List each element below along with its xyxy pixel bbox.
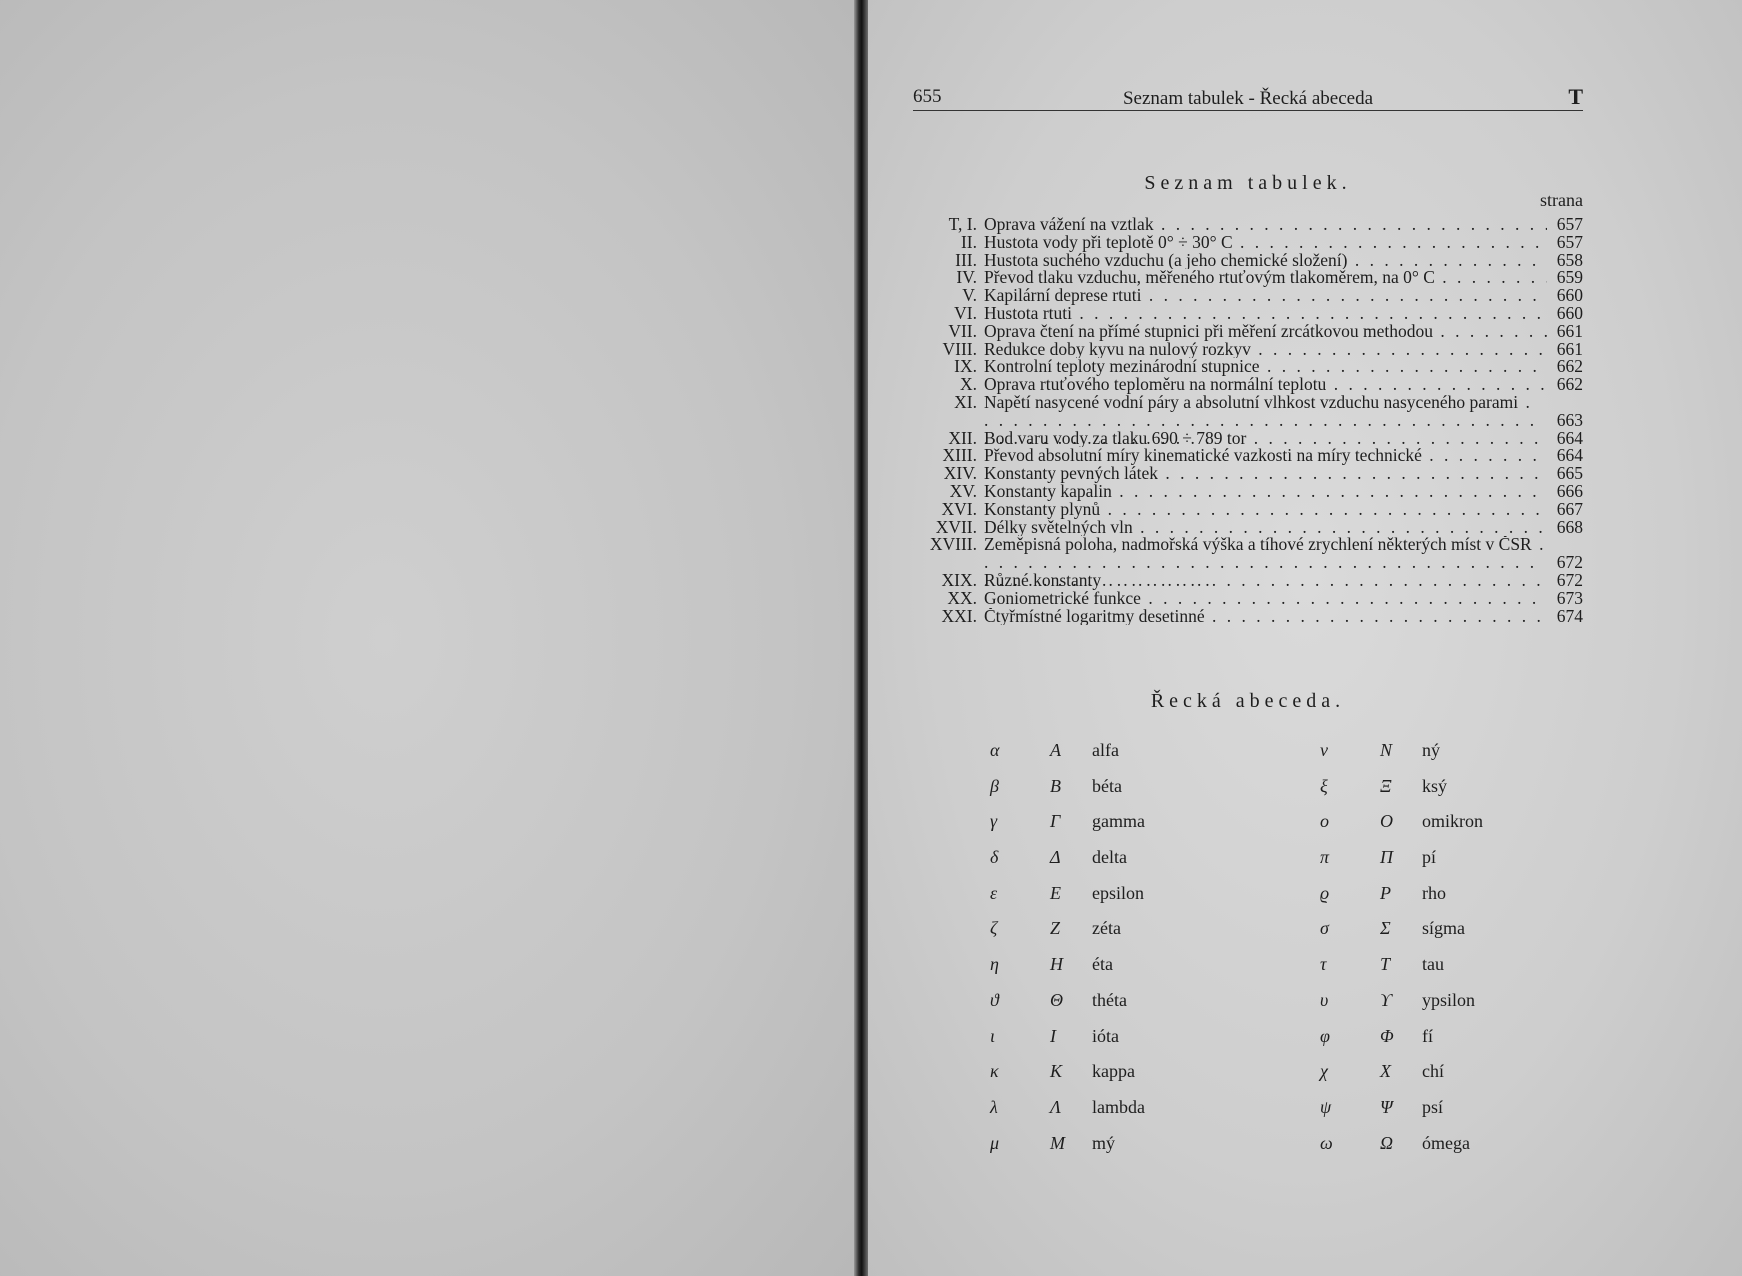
greek-letter-name: psí — [1422, 1096, 1444, 1117]
toc-entry-page: 659 — [1556, 267, 1583, 288]
greek-letter-name: mý — [1092, 1132, 1116, 1153]
greek-uppercase: Ζ — [1050, 918, 1061, 939]
greek-letter-name: théta — [1092, 989, 1127, 1010]
greek-lowercase: η — [990, 954, 999, 975]
toc-entry — [893, 376, 1583, 394]
toc-entry-number: VI. — [954, 302, 977, 323]
greek-uppercase: Π — [1380, 847, 1393, 868]
toc-entry-title: Převod tlaku vzduchu, měřeného rtuťovým tlakoměrem, na 0° C . . . — [984, 269, 1547, 287]
toc-entry — [893, 587, 1583, 608]
toc-entry-number: IV. — [956, 267, 977, 288]
toc-entry-number: XIV. — [943, 463, 977, 484]
greek-letter-name: fí — [1422, 1025, 1433, 1046]
toc-entry-number: XIII. — [942, 445, 977, 466]
greek-lowercase: ϑ — [990, 989, 999, 1010]
greek-uppercase: Σ — [1380, 918, 1391, 939]
toc-entry-title: Konstanty kapalin . . . — [984, 483, 1547, 501]
toc-entry-number: XII. — [948, 427, 977, 448]
greek-uppercase: Δ — [1050, 847, 1061, 868]
toc-entry-page: 657 — [1556, 231, 1583, 252]
toc-entry — [893, 249, 1583, 270]
greek-lowercase: δ — [990, 847, 999, 868]
toc-entry — [893, 480, 1583, 501]
greek-uppercase: Θ — [1050, 989, 1063, 1010]
toc-entry — [893, 498, 1583, 519]
toc-entry — [893, 569, 1583, 590]
running-head — [913, 84, 1583, 111]
toc-entry-page: 663 — [1556, 409, 1583, 430]
toc-entry-number: XIX. — [941, 569, 977, 590]
greek-uppercase: Τ — [1380, 954, 1391, 975]
greek-lowercase: ι — [990, 1025, 996, 1046]
toc-heading: Seznam tabulek. — [1144, 172, 1352, 194]
greek-uppercase: Μ — [1050, 1132, 1065, 1153]
greek-letter-name: éta — [1092, 954, 1113, 975]
toc-entry-title: Redukce doby kyvu na nulový rozkyv . . . — [984, 341, 1547, 359]
toc-entry-page: 673 — [1556, 587, 1583, 608]
toc-entry-number: X. — [959, 374, 977, 395]
greek-letter-name: delta — [1092, 847, 1127, 868]
toc-entry-number: XVI. — [941, 498, 977, 519]
toc-entry-page: 658 — [1556, 249, 1583, 270]
greek-lowercase: κ — [990, 1061, 999, 1082]
toc-entry-number: II. — [960, 231, 977, 252]
greek-lowercase: σ — [1320, 918, 1329, 939]
toc-entry-number: IX. — [954, 356, 977, 377]
greek-lowercase: ϱ — [1320, 882, 1330, 903]
greek-letter-name: rho — [1422, 882, 1446, 903]
toc-entry-title: Goniometrické funkce . . . — [984, 590, 1547, 608]
greek-lowercase: υ — [1320, 989, 1329, 1010]
greek-letter-name: ióta — [1092, 1025, 1119, 1046]
toc-entry-page: 665 — [1556, 463, 1583, 484]
greek-uppercase: Ψ — [1380, 1096, 1393, 1117]
greek-letter-name: zéta — [1092, 918, 1121, 939]
greek-uppercase: Χ — [1380, 1061, 1391, 1082]
toc-entry-page: 664 — [1556, 427, 1583, 448]
toc-entry — [893, 269, 1583, 287]
toc-entry-page: 667 — [1556, 498, 1583, 519]
toc-entry — [893, 447, 1583, 465]
toc-entry-page: 672 — [1556, 552, 1583, 573]
toc-entry — [893, 338, 1583, 359]
greek-lowercase: ο — [1320, 811, 1329, 832]
greek-uppercase: Κ — [1050, 1061, 1063, 1082]
toc-entry — [893, 605, 1583, 626]
toc-entry-page: 664 — [1556, 445, 1583, 466]
toc-entry-title: Oprava čtení na přímé stupnici při měření zrcátkovou methodou . . . — [984, 323, 1547, 341]
left-page-blank — [0, 0, 854, 1276]
toc-entry-title: Délky světelných vln . . . — [984, 519, 1547, 537]
greek-lowercase: α — [990, 740, 1000, 760]
toc-entry-page: 661 — [1556, 338, 1583, 359]
greek-letter-name: ómega — [1422, 1132, 1470, 1153]
greek-letter-name: sígma — [1422, 918, 1465, 939]
toc-entry-page: 668 — [1556, 516, 1583, 537]
greek-letter-name: ypsilon — [1422, 989, 1476, 1010]
toc-entry — [893, 320, 1583, 341]
greek-alphabet-heading: Řecká abeceda. — [1150, 690, 1346, 712]
toc-entry-number: XI. — [954, 391, 977, 412]
toc-entry — [893, 536, 1583, 572]
toc-entry-page: 666 — [1556, 480, 1583, 501]
greek-uppercase: Ν — [1380, 740, 1393, 760]
greek-uppercase: Ο — [1380, 811, 1393, 832]
toc-entry-page: 660 — [1556, 285, 1583, 306]
greek-letter-name: béta — [1092, 775, 1122, 796]
greek-letter-name: tau — [1422, 954, 1444, 975]
toc-entry-number: VIII. — [942, 338, 977, 359]
toc-entry — [893, 465, 1583, 483]
toc-entry — [893, 302, 1583, 323]
toc-entry-title: Bod varu vody za tlaku 690 ÷ 789 tor . . . — [984, 430, 1547, 448]
toc-entry-title: Zeměpisná poloha, nadmořská výška a tíhové zrychlení některých míst v ČSR . . . — [984, 536, 1547, 589]
toc-entry-title: Oprava vážení na vztlak . . . — [984, 216, 1547, 234]
greek-uppercase: Φ — [1380, 1025, 1394, 1046]
greek-letter-name: ksý — [1422, 775, 1448, 796]
greek-uppercase: Γ — [1050, 811, 1061, 832]
greek-uppercase: Λ — [1050, 1096, 1061, 1117]
toc-entry — [893, 516, 1583, 537]
greek-lowercase: ω — [1320, 1132, 1333, 1153]
toc-entry-title: Napětí nasycené vodní páry a absolutní vlhkost vzduchu nasyceného parami . . . — [984, 394, 1547, 447]
toc-entry-number: XXI. — [941, 605, 977, 626]
greek-letter-name: chí — [1422, 1061, 1444, 1082]
greek-uppercase: Ε — [1050, 882, 1061, 903]
toc-entry-title: Kapilární deprese rtuti . . . — [984, 287, 1547, 305]
greek-lowercase: ε — [990, 882, 998, 903]
toc-entry-title: Hustota rtuti . . . — [984, 305, 1547, 323]
toc-entry — [893, 287, 1583, 305]
toc-entry-number: XVII. — [935, 516, 977, 537]
greek-uppercase: Ω — [1380, 1132, 1394, 1153]
toc-entry-page: 662 — [1556, 356, 1583, 377]
toc-entry-page: 672 — [1556, 569, 1583, 590]
toc-page-column-label: strana — [1540, 190, 1583, 210]
greek-letter-name: omikron — [1422, 811, 1483, 832]
greek-lowercase: λ — [990, 1096, 998, 1117]
toc-entry-number: XX. — [947, 587, 977, 608]
toc-entry — [893, 427, 1583, 448]
toc-entry-title: Konstanty pevných látek . . . — [984, 465, 1547, 483]
greek-lowercase: γ — [990, 811, 998, 832]
greek-lowercase: π — [1320, 847, 1330, 868]
greek-lowercase: ξ — [1320, 775, 1328, 796]
toc-entry-page: 660 — [1556, 302, 1583, 323]
greek-letter-name: epsilon — [1092, 882, 1144, 903]
greek-lowercase: φ — [1320, 1025, 1330, 1046]
book-gutter — [854, 0, 868, 1276]
toc-entry-number: XV. — [949, 480, 977, 501]
greek-letter-name: alfa — [1092, 740, 1119, 760]
toc-entry-page: 657 — [1556, 214, 1583, 234]
toc-entry-title: Hustota suchého vzduchu (a jeho chemické složení) . . . — [984, 252, 1547, 270]
toc-entry-title: Různé konstanty . . . — [984, 572, 1547, 590]
greek-letter-name: ný — [1422, 740, 1440, 760]
greek-uppercase: Ξ — [1380, 775, 1392, 796]
toc-entry-number: XVIII. — [929, 534, 977, 555]
greek-letter-name: gamma — [1092, 811, 1145, 832]
toc-entry-title: Převod absolutní míry kinematické vazkosti na míry technické . . . — [984, 447, 1547, 465]
greek-lowercase: τ — [1320, 954, 1327, 975]
greek-uppercase: Ρ — [1380, 882, 1391, 903]
toc-entry-title: Konstanty plynů . . . — [984, 501, 1547, 519]
greek-lowercase: μ — [990, 1132, 1000, 1153]
greek-uppercase: Ι — [1050, 1025, 1056, 1046]
greek-lowercase: ζ — [990, 918, 998, 939]
toc-entry-number: T, I. — [948, 214, 977, 234]
toc-entry-title: Kontrolní teploty mezinárodní stupnice . . . — [984, 358, 1547, 376]
running-title: Seznam tabulek - Řecká abeceda — [1122, 88, 1374, 109]
toc-entry-number: V. — [962, 285, 977, 306]
toc-entry — [893, 216, 1583, 234]
toc-entry-page: 662 — [1556, 374, 1583, 395]
page-number: 655 — [913, 86, 942, 107]
greek-uppercase: Η — [1050, 954, 1063, 975]
greek-uppercase: Α — [1050, 740, 1061, 760]
greek-uppercase: ϒ — [1380, 989, 1392, 1010]
greek-lowercase: ψ — [1320, 1096, 1332, 1117]
toc-entry-title: Oprava rtuťového teploměru na normální teplotu . . . — [984, 376, 1547, 394]
table-of-contents — [893, 216, 1583, 625]
toc-entry-page: 674 — [1556, 605, 1583, 626]
section-mark: T — [1568, 84, 1583, 109]
greek-lowercase: ν — [1320, 740, 1328, 760]
greek-uppercase: Β — [1050, 775, 1061, 796]
greek-letter-name: kappa — [1092, 1061, 1135, 1082]
greek-letter-name: pí — [1422, 847, 1437, 868]
toc-entry — [893, 231, 1583, 252]
toc-entry — [893, 358, 1583, 376]
toc-entry — [893, 391, 1583, 430]
toc-entry-title: Čtyřmístné logaritmy desetinné . . . — [984, 608, 1547, 626]
toc-entry-page: 661 — [1556, 320, 1583, 341]
toc-entry-title: Hustota vody při teplotě 0° ÷ 30° C . . . — [984, 234, 1547, 252]
greek-lowercase: β — [990, 775, 999, 796]
greek-letter-name: lambda — [1092, 1096, 1145, 1117]
greek-lowercase: χ — [1320, 1061, 1328, 1082]
toc-entry-number: III. — [955, 249, 977, 270]
toc-entry-number: VII. — [948, 320, 977, 341]
